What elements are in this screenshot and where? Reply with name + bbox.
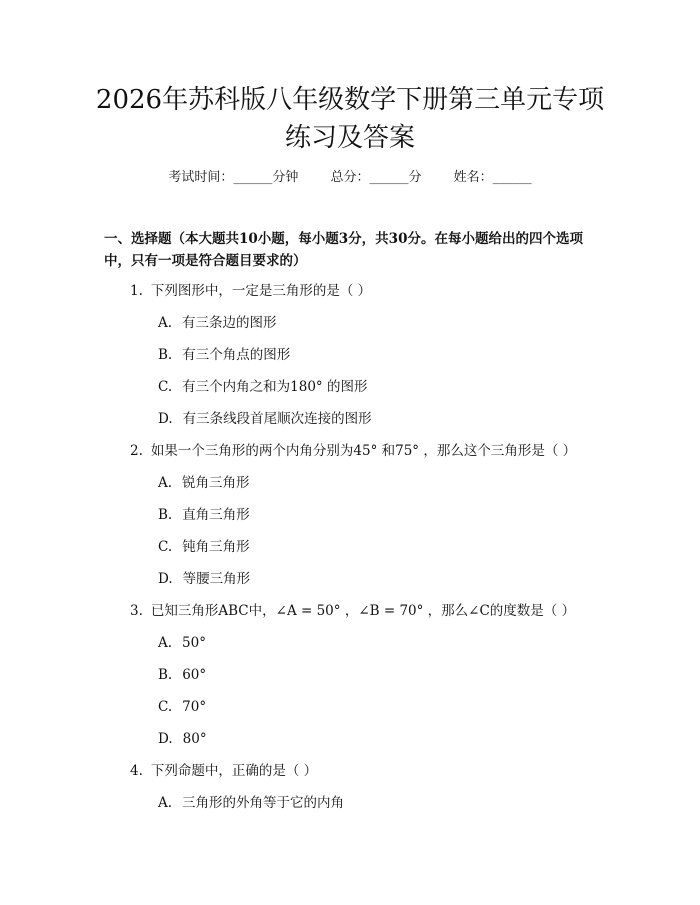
option-letter: B.	[158, 667, 173, 683]
option-text: 直角三角形	[182, 507, 250, 523]
option-text: 锐角三角形	[182, 475, 250, 491]
option-letter: A.	[158, 635, 173, 651]
option-letter: B.	[158, 507, 173, 523]
option-letter: D.	[158, 731, 173, 747]
question	[130, 281, 371, 301]
exam-name: 姓名：______	[453, 170, 532, 185]
option-letter: A.	[158, 315, 173, 331]
document-title-line-1: 2026年苏科版八年级数学下册第三单元专项	[95, 85, 605, 115]
option-letter: A.	[158, 475, 173, 491]
option-letter: C.	[158, 379, 173, 395]
question-number: 1.	[130, 283, 143, 299]
option-text: 80°	[182, 731, 207, 747]
option	[158, 345, 290, 365]
option	[158, 377, 367, 397]
question	[130, 761, 317, 781]
option	[158, 537, 250, 557]
option	[158, 569, 250, 589]
option-letter: D.	[158, 571, 173, 587]
option-text: 60°	[182, 667, 207, 683]
option-letter: A.	[158, 795, 173, 811]
question-text: 已知三角形ABC中，∠A = 50° ，∠B = 70° ，那么∠C的度数是（ ）	[150, 603, 576, 619]
exam-total-score: 总分：______分	[330, 170, 422, 185]
question-number: 3.	[130, 603, 143, 619]
option-text: 有三个角点的图形	[182, 347, 291, 363]
exam-info	[0, 168, 700, 188]
exam-time: 考试时间：______分钟	[168, 170, 299, 185]
option-text: 有三个内角之和为180° 的图形	[182, 379, 368, 395]
option	[158, 505, 250, 525]
option-letter: D.	[158, 411, 173, 427]
option-text: 70°	[182, 699, 207, 715]
option-text: 有三条边的图形	[182, 315, 277, 331]
option	[158, 793, 344, 813]
option	[158, 697, 206, 717]
option	[158, 473, 250, 493]
section-header: 一、选择题（本大题共10小题，每小题3分，共30分。在每小题给出的四个选项中，只有一项是符合题目要求的）	[104, 231, 583, 269]
option	[158, 633, 206, 653]
question-text: 下列命题中，正确的是（ ）	[150, 763, 318, 779]
option-text: 50°	[182, 635, 206, 651]
option-letter: C.	[158, 699, 173, 715]
option-letter: C.	[158, 539, 173, 555]
question	[130, 601, 575, 621]
question-number: 2.	[130, 443, 143, 459]
document-title-line-2: 练习及答案	[284, 123, 415, 153]
question	[130, 441, 576, 461]
option	[158, 729, 207, 749]
option	[158, 313, 277, 333]
option-letter: B.	[158, 347, 173, 363]
option-text: 三角形的外角等于它的内角	[182, 795, 345, 811]
question-number: 4.	[130, 763, 143, 779]
option-text: 有三条线段首尾顺次连接的图形	[182, 411, 372, 427]
question-text: 如果一个三角形的两个内角分别为45° 和75° ，那么这个三角形是（ ）	[150, 443, 577, 459]
option	[158, 665, 206, 685]
question-text: 下列图形中，一定是三角形的是（ ）	[150, 283, 372, 299]
option	[158, 409, 372, 429]
option-text: 钝角三角形	[182, 539, 250, 555]
option-text: 等腰三角形	[182, 571, 251, 587]
